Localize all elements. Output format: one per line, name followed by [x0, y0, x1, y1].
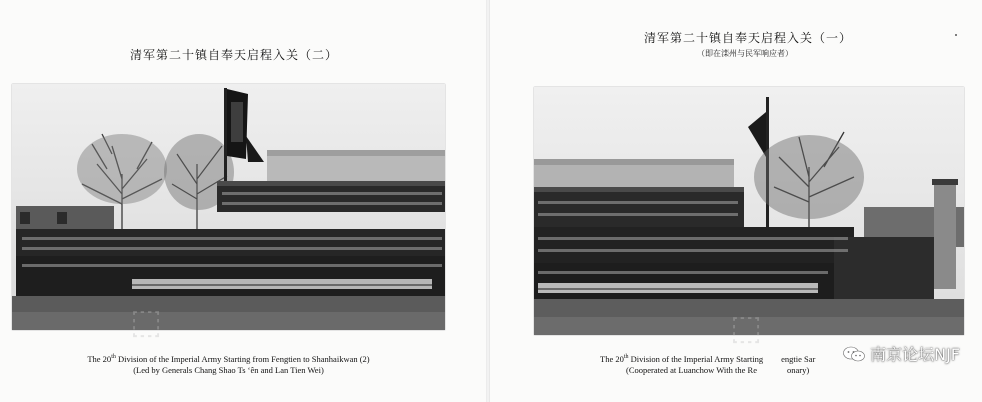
left-caption-line1 — [42, 352, 415, 365]
left-caption — [42, 352, 415, 376]
faint-seal-stamp: ⬚ — [130, 302, 163, 342]
left-caption-line1-part-b: Division of the Imperial Army Starting from Fengtien to Shanhaikwan (2) — [115, 353, 370, 364]
left-page — [0, 0, 486, 402]
page-speck — [955, 34, 957, 36]
left-caption-line1-part-a: The 20 — [87, 353, 112, 364]
right-caption-line1-sup: th — [623, 354, 629, 360]
right-page-subtitle: （即在滦州与民军响应者） — [697, 49, 793, 58]
left-photo-image — [12, 84, 445, 330]
source-watermark — [843, 342, 960, 365]
watermark-text: 南京论坛NJF — [870, 345, 960, 364]
right-page-title: 清军第二十镇自奉天启程入关（一） — [644, 31, 853, 45]
right-caption-line2-part-c: y) — [802, 364, 810, 375]
right-caption-line1-part-b: Division of the Imperial Army Starting — [628, 353, 764, 364]
right-caption-line2 — [600, 365, 900, 376]
left-photo — [12, 84, 445, 330]
right-caption-line1-part-c: engtie — [781, 353, 802, 364]
right-photo — [534, 87, 964, 335]
right-caption-line1-part-e: ar — [808, 353, 816, 364]
right-caption-line1-part-a: The 20 — [600, 353, 624, 364]
right-caption-line1-part-d: S — [804, 353, 809, 364]
left-caption-line1-sup: th — [111, 354, 116, 360]
left-page-title: 清军第二十镇自奉天启程入关（二） — [130, 48, 339, 62]
right-caption-line2-part-a: (Cooperated at Luanchow With the Re — [626, 364, 757, 375]
right-photo-image — [534, 87, 964, 335]
left-caption-line2: (Led by Generals Chang Shao Ts ʻên and Lan Tien Wei) — [133, 364, 324, 375]
faint-seal-stamp-right: ⬚ — [730, 308, 763, 348]
right-caption-line2-part-b: onar — [786, 364, 803, 375]
wechat-icon — [843, 346, 865, 362]
